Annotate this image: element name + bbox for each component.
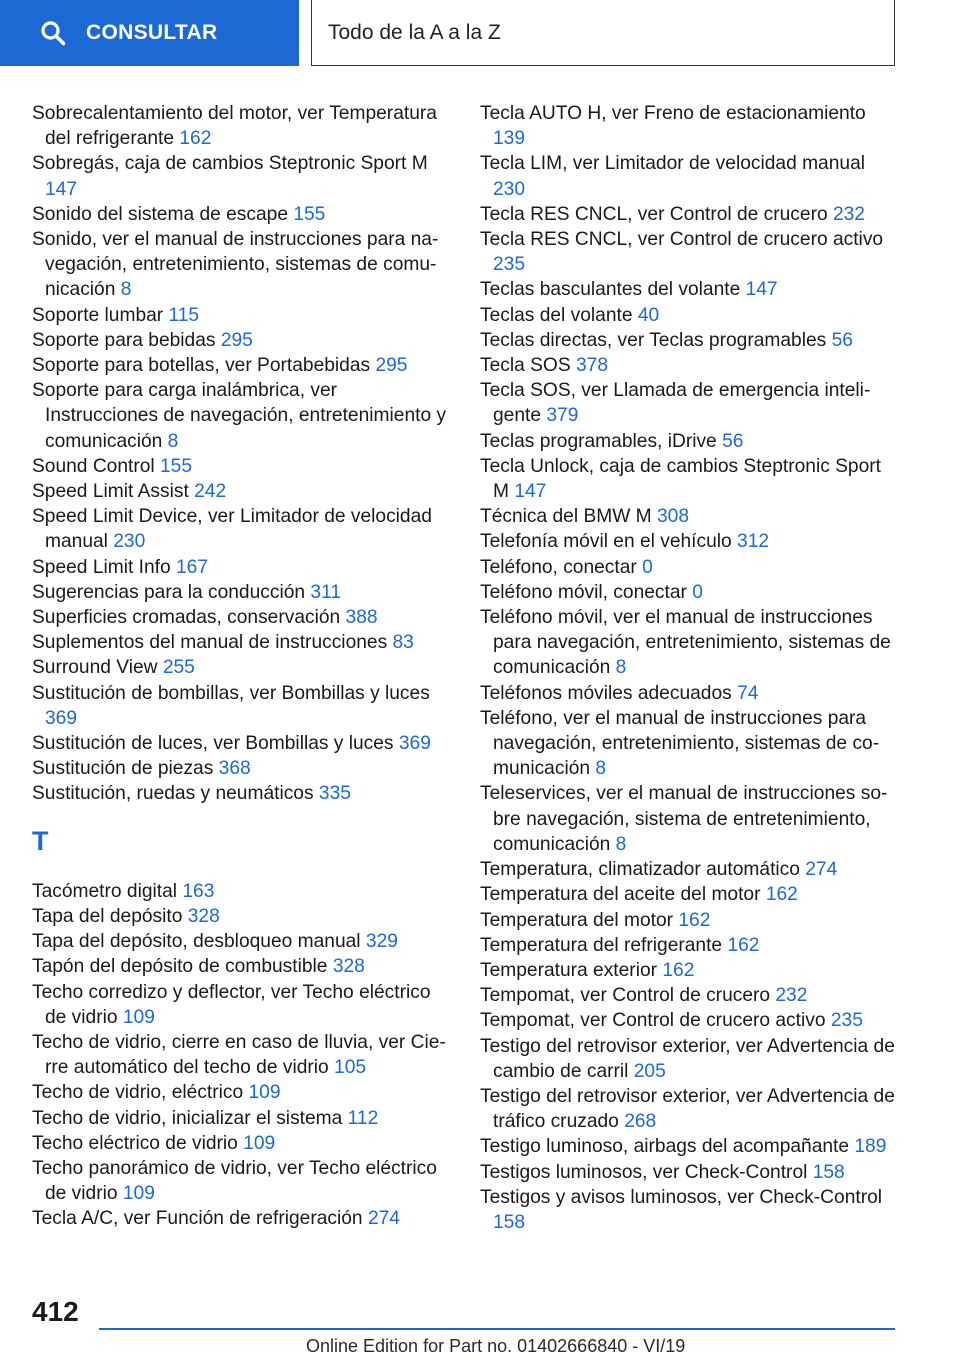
search-icon [40,20,66,46]
index-entry [480,781,898,857]
page-link[interactable]: 329 [365,931,398,953]
page-link[interactable]: 328 [187,905,220,927]
page-link[interactable]: 147 [745,279,778,301]
index-entry [32,454,452,479]
index-entry [480,1160,898,1185]
index-entry [32,151,452,201]
page-link[interactable]: 369 [45,707,78,729]
index-entry-text: Temperatura exterior [480,959,663,981]
index-entry [480,1034,898,1084]
index-entry-text: Techo de vidrio, cierre en caso de lluvia, ver Cierre automático del techo de vidrio [32,1031,446,1079]
index-entry-text: Testigo del retrovisor exterior, ver Advertencia de cambio de carril [480,1035,895,1082]
index-entry [480,454,898,504]
index-entry-text: Tecla SOS, ver Llamada de emergencia inteligente [480,380,871,427]
index-entry [32,555,452,580]
index-entry [480,1134,898,1159]
index-entry [480,101,898,151]
index-letter-heading: T [32,825,49,856]
page-link[interactable]: 388 [345,607,378,629]
page-link[interactable]: 109 [243,1132,276,1154]
index-entry-text: Testigos luminosos, ver Check-Control [480,1161,813,1183]
page-link[interactable]: 235 [830,1010,863,1032]
page-number: 412 [32,1296,79,1327]
page-link[interactable]: 105 [334,1057,367,1079]
index-entry-text: Tapa del depósito [32,905,188,927]
index-entry [480,529,898,554]
page-link[interactable]: 74 [737,682,759,704]
page-link[interactable]: 295 [220,329,253,351]
index-entry [480,983,898,1008]
page-link[interactable]: 8 [120,279,132,301]
page-link[interactable]: 167 [176,556,209,578]
page-link[interactable]: 235 [493,254,526,276]
page-link[interactable]: 155 [293,203,326,225]
index-entry-text: Surround View [32,657,163,679]
index-entry [32,1131,452,1156]
index-entry-text: Teléfonos móviles adecuados [480,682,738,704]
page-link[interactable]: 230 [113,531,146,553]
page-link[interactable]: 162 [662,959,695,981]
page-link[interactable]: 312 [737,531,770,553]
index-entry-text: Teléfono móvil, conectar [480,581,693,603]
index-group-t-continued [480,101,898,1235]
page-link[interactable]: 158 [493,1211,526,1233]
page-link[interactable]: 8 [615,833,627,855]
index-entry-text: Techo eléctrico de vidrio [32,1132,244,1154]
index-entry-text: Teclas programables, iDrive [480,430,723,452]
index-entry-text: Tacómetro digital [32,880,183,902]
index-entry [480,882,898,907]
page-link[interactable]: 205 [633,1060,666,1082]
page-link[interactable]: 40 [637,304,660,326]
page-link[interactable]: 162 [727,934,760,956]
index-entry-text: Temperatura del aceite del motor [480,884,766,906]
index-entry [480,378,898,428]
section-tab[interactable] [311,0,895,66]
consult-button[interactable] [0,0,299,66]
index-entry [480,277,898,302]
index-entry-text: Soporte para botellas, ver Portabebidas [32,355,376,377]
page-link[interactable]: 311 [310,581,341,603]
page-link[interactable]: 56 [722,430,744,452]
index-entry-text: Sonido, ver el manual de instrucciones para navegación, entretenimiento, sistemas de comunicación [32,229,439,301]
index-entry-text: Sustitución, ruedas y neumáticos [32,783,319,805]
index-entry-text: Sobrecalentamiento del motor, ver Temperatura del refrigerante [32,103,437,150]
index-entry-text: Teclas basculantes del volante [480,279,746,301]
page-link[interactable]: 328 [332,956,365,978]
index-entry-text: Tecla AUTO H, ver Freno de estacionamiento [480,103,866,124]
index-entry [480,353,898,378]
index-entry [32,879,452,904]
index-column-right [480,101,898,1235]
index-entry [480,605,898,681]
index-entry-text: Tecla A/C, ver Función de refrigeración [32,1208,368,1230]
page-link[interactable]: 230 [493,178,526,200]
page-link[interactable]: 109 [122,1006,155,1028]
index-entry-text: Tecla Unlock, caja de cambios Steptronic Sport M [480,455,881,503]
index-group-s [32,101,452,807]
edition-note: Online Edition for Part no. 01402666840 - VI/19 [306,1336,686,1356]
index-entry [32,630,452,655]
page-link[interactable]: 147 [45,178,78,200]
index-entry [32,227,452,303]
page-link[interactable]: 163 [182,880,215,902]
index-entry [32,479,452,504]
page-link[interactable]: 162 [179,128,212,150]
section-title: Todo de la A a la Z [328,20,501,44]
index-entry [480,555,898,580]
index-entry-text: Técnica del BMW M [480,506,657,528]
page-link[interactable]: 8 [595,758,607,780]
page-link[interactable]: 368 [218,758,251,780]
page-link[interactable]: 255 [162,657,195,679]
index-entry [480,958,898,983]
page-link[interactable]: 83 [392,632,414,654]
index-entry-text: Temperatura del motor [480,909,679,931]
index-entry [480,429,898,454]
index-entry [480,706,898,782]
index-entry [480,151,898,201]
page-link[interactable]: 0 [642,556,653,578]
index-entry-text: Sobregás, caja de cambios Steptronic Sport M [32,153,428,175]
index-entry [480,303,898,328]
page-link[interactable]: 139 [493,128,526,150]
index-group-t [32,879,452,1232]
index-entry [32,980,452,1030]
page-link[interactable]: 242 [194,481,227,503]
index-entry-text: Telefonía móvil en el vehículo [480,531,738,553]
page-link[interactable]: 56 [831,329,853,351]
index-entry-text: Sustitución de bombillas, ver Bombillas y luces [32,682,430,704]
index-entry [32,681,452,731]
index-entry-text: Testigos y avisos luminosos, ver Check-Control [480,1186,883,1208]
index-entry-text: Techo de vidrio, eléctrico [32,1082,249,1104]
index-entry-text: Suplementos del manual de instrucciones [32,632,393,654]
index-entry [32,101,452,151]
consult-label: CONSULTAR [86,21,218,44]
page-link[interactable]: 378 [575,355,608,377]
page-link[interactable]: 274 [367,1208,400,1230]
index-column-left [32,101,452,1232]
index-entry [480,328,898,353]
page-link[interactable]: 308 [657,506,690,528]
index-entry-text: Sonido del sistema de escape [32,203,294,225]
index-entry [32,1080,452,1105]
index-entry [480,908,898,933]
index-entry-text: Sustitución de luces, ver Bombillas y luces [32,733,399,755]
index-entry [32,1206,452,1231]
index-entry [32,756,452,781]
page-link[interactable]: 369 [398,733,431,755]
index-entry [480,1084,898,1134]
index-entry-text: Sound Control [32,455,160,477]
index-entry [32,1106,452,1131]
page-link[interactable]: 158 [812,1161,845,1183]
page-link[interactable]: 112 [347,1107,379,1129]
index-entry [32,328,452,353]
page-link[interactable]: 232 [832,203,865,225]
index-entry-text: Testigo del retrovisor exterior, ver Advertencia de tráfico cruzado [480,1085,895,1133]
index-entry-text: Soporte para bebidas [32,329,221,351]
index-entry [480,580,898,605]
index-entry [32,202,452,227]
index-entry [32,1030,452,1080]
index-entry-text: Speed Limit Info [32,556,176,578]
index-entry [32,580,452,605]
index-entry-text: Tecla LIM, ver Limitador de velocidad manual [480,153,866,175]
page-link[interactable]: 268 [624,1111,657,1133]
page-link[interactable]: 8 [167,430,179,452]
index-entry-text: Tapa del depósito, desbloqueo manual [32,931,366,953]
page-link[interactable]: 274 [805,859,838,881]
index-entry [480,933,898,958]
page-link[interactable]: 109 [122,1183,155,1205]
page-link[interactable]: 155 [160,455,193,477]
index-entry [32,605,452,630]
index-entry [480,857,898,882]
page-link[interactable]: 109 [248,1082,281,1104]
index-entry-text: Tecla RES CNCL, ver Control de crucero activo [480,229,884,251]
index-entry-text: Teleservices, ver el manual de instrucciones sobre navegación, sistema de entretenimiento, comunicación [480,783,888,855]
index-entry-text: Teclas directas, ver Teclas programables [480,329,832,351]
page-link[interactable]: 162 [765,884,798,906]
footer-divider [99,1328,895,1330]
index-entry [480,227,898,277]
page-link[interactable]: 379 [546,405,579,427]
index-entry-text: Tapón del depósito de combustible [32,956,333,978]
index-entry [480,681,898,706]
index-entry-text: Tempomat, ver Control de crucero [480,985,776,1007]
index-entry [480,504,898,529]
index-entry [32,303,452,328]
index-entry-text: Techo de vidrio, inicializar el sistema [32,1107,348,1129]
index-entry-text: Sugerencias para la conducción [32,581,311,603]
page-link[interactable]: 232 [775,985,808,1007]
index-entry [480,202,898,227]
page-link[interactable]: 147 [514,481,547,503]
index-entry-text: Temperatura, climatizador automático [480,859,806,881]
index-entry-text: Sustitución de piezas [32,758,219,780]
page-link[interactable]: 162 [678,909,711,931]
index-entry-text: Teléfono, ver el manual de instrucciones para navegación, entretenimiento, sistemas de comunicación [480,707,880,780]
page-link[interactable]: 189 [854,1136,887,1158]
index-entry [32,731,452,756]
index-entry-text: Tecla SOS [480,355,576,377]
index-entry-text: Testigo luminoso, airbags del acompañante [480,1136,855,1158]
index-entry [32,353,452,378]
index-entry-text: Tempomat, ver Control de crucero activo [480,1010,831,1032]
index-entry-text: Teléfono, conectar [480,556,643,578]
index-entry [32,378,452,454]
index-entry [32,954,452,979]
index-entry-text: Teléfono móvil, ver el manual de instrucciones para navegación, entretenimiento, sistemas de comunicación [480,607,891,679]
index-entry-text: Tecla RES CNCL, ver Control de crucero [480,203,833,225]
page-link[interactable]: 295 [375,355,408,377]
index-entry [32,504,452,554]
page-link[interactable]: 115 [168,304,200,326]
index-entry [32,781,452,806]
page-link[interactable]: 8 [615,657,627,679]
index-entry [32,929,452,954]
index-entry-text: Techo panorámico de vidrio, ver Techo eléctrico de vidrio [32,1157,437,1205]
index-entry-text: Techo corredizo y deflector, ver Techo eléctrico de vidrio [32,981,431,1028]
index-entry-text: Soporte para carga inalámbrica, ver Instrucciones de navegación, entretenimiento y comunicación [32,380,447,452]
index-entry-text: Speed Limit Assist [32,481,195,503]
index-entry-text: Teclas del volante [480,304,638,326]
index-entry [480,1185,898,1235]
index-entry [32,1156,452,1206]
index-entry [480,1008,898,1033]
top-navigation-bar [0,0,960,66]
index-entry [32,904,452,929]
page-link[interactable]: 0 [692,581,703,603]
page-link[interactable]: 335 [318,783,351,805]
index-entry-text: Soporte lumbar [32,304,169,326]
index-entry-text: Superficies cromadas, conservación [32,607,346,629]
index-entry [32,655,452,680]
index-entry-text: Speed Limit Device, ver Limitador de velocidad manual [32,506,432,553]
index-entry-text: Temperatura del refrigerante [480,934,728,956]
